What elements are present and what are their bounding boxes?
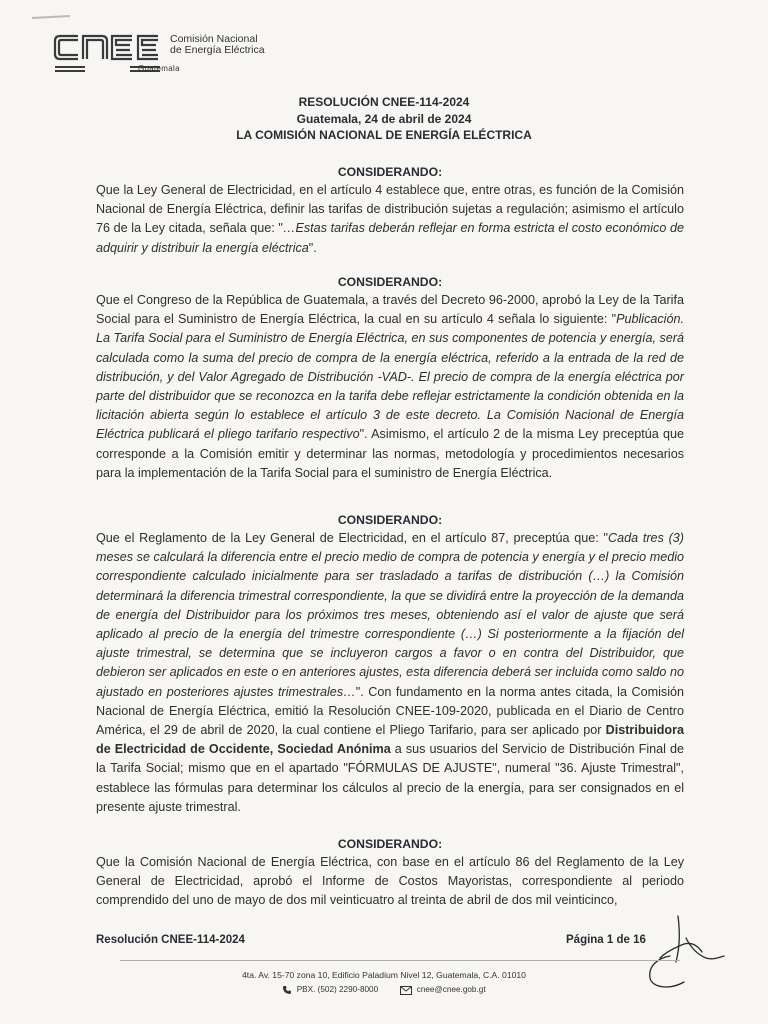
scan-artifact [32, 15, 70, 19]
section-body: Que la Ley General de Electricidad, en el artículo 4 establece que, entre otras, es función de la Comisión Nacional de Energía Eléctrica, definir las tarifas de distribución sujetas a regulación; asimismo el artículo 76 de la Ley citada, señala que: "…Estas tarifas deberán reflejar en forma estricta el costo económico de adquirir y distribuir la energía eléctrica". [96, 183, 684, 255]
section-body: Que el Congreso de la República de Guatemala, a través del Decreto 96-2000, aprobó la Ley de la Tarifa Social para el Suministro de Energía Eléctrica, la cual en su artículo 4 señala lo siguiente: "Publicación. La Tarifa Social para el Suministro de Energía Eléctrica, en sus componentes de potencia y energía, será calculada como la suma del precio de compra de la energía eléctrica, referido a la entrada de la red de distribución, y del Valor Agregado de Distribución -VAD-. El precio de compra de la energía eléctrica por parte del distribuidor que se reconozca en la tarifa debe reflejar estrictamente la condición obtenida en la licitación abierta según lo establece el artículo 3 de este decreto. La Comisión Nacional de Energía Eléctrica publicará el pliego tarifario respectivo". Asimismo, el artículo 2 de la misma Ley preceptúa que corresponde a la Comisión emitir y determinar las normas, metodología y procedimientos necesarios para la implementación de la Tarifa Social para el suministro de Energía Eléctrica. [96, 293, 684, 480]
signature-icon [640, 912, 730, 992]
considerando-section-3 [96, 512, 684, 817]
section-body: Que la Comisión Nacional de Energía Eléctrica, con base en el artículo 86 del Reglamento de la Ley General de Electricidad, aprobó el Informe de Costos Mayoristas, correspondiente al periodo comprendido del uno de mayo de dos mil veinticuatro al treinta de abril de dos mil veinticinco, [96, 855, 684, 908]
email-address[interactable]: cnee@cnee.gob.gt [416, 985, 486, 995]
considerando-section-1 [96, 164, 684, 258]
institution-name: LA COMISIÓN NACIONAL DE ENERGÍA ELÉCTRICA [236, 128, 532, 142]
section-heading: CONSIDERANDO: [337, 165, 443, 179]
org-name [170, 34, 265, 56]
considerando-section-2 [96, 274, 684, 483]
resolution-header [0, 94, 768, 144]
email-icon [400, 986, 412, 995]
phone-icon [282, 985, 292, 995]
org-name-line1: Comisión Nacional [170, 33, 258, 45]
org-country: Guatemala [138, 64, 180, 73]
phone-number: PBX. (502) 2290-8000 [296, 985, 379, 995]
considerando-section-4 [96, 836, 684, 911]
section-heading: CONSIDERANDO: [337, 275, 443, 289]
footer-divider [120, 960, 680, 961]
resolution-date: Guatemala, 24 de abril de 2024 [296, 111, 472, 126]
footer-contact [0, 985, 768, 995]
section-body: Que el Reglamento de la Ley General de Electricidad, en el artículo 87, preceptúa que: "Cada tres (3) meses se calculará la diferencia entre el precio medio de compra de potencia y energía y el precio medio correspondiente calculado inicialmente para ser trasladado a tarifas de distribución (…) la Comisión determinará la diferencia trimestral correspondiente, la que se dividirá entre la proyección de la demanda de energía del Distribuidor para los próximos tres meses, obteniendo así el valor de ajuste que será aplicado al precio de la energía del trimestre correspondiente (…) Si posteriormente a la fijación del ajuste trimestral, se determina que se incluyeron cargos a favor o en contra del Distribuidor, que debieron ser aplicados en este o en anteriores ajustes, esta diferencia deberá ser incluida como saldo no ajustado en posteriores ajustes trimestrales…". Con fundamento en la norma antes citada, la Comisión Nacional de Energía Eléctrica, emitió la Resolución CNEE-109-2020, publicada en el Diario de Centro América, el 29 de abril de 2020, la cual contiene el Pliego Tarifario, para ser aplicado por Distribuidora de Electricidad de Occidente, Sociedad Anónima a sus usuarios del Servicio de Distribución Final de la Tarifa Social; mismo que en el apartado "FÓRMULAS DE AJUSTE", numeral "36. Ajuste Trimestral", establece las fórmulas para determinar los cálculos al precio de la energía, para ser consignados en el presente ajuste trimestral. [96, 531, 684, 814]
section-heading: CONSIDERANDO: [337, 837, 443, 851]
page-number: Página 1 de 16 [566, 934, 646, 946]
footer-resolution: Resolución CNEE-114-2024 [96, 934, 245, 946]
resolution-number: RESOLUCIÓN CNEE-114-2024 [298, 95, 470, 109]
cnee-logo [52, 28, 282, 78]
org-name-line2: de Energía Eléctrica [170, 44, 265, 56]
footer-address: 4ta. Av. 15-70 zona 10, Edificio Paladium Nivel 12, Guatemala, C.A. 01010 [242, 970, 526, 980]
footer-email [400, 985, 485, 994]
footer-phone [282, 985, 380, 994]
section-heading: CONSIDERANDO: [337, 513, 443, 527]
